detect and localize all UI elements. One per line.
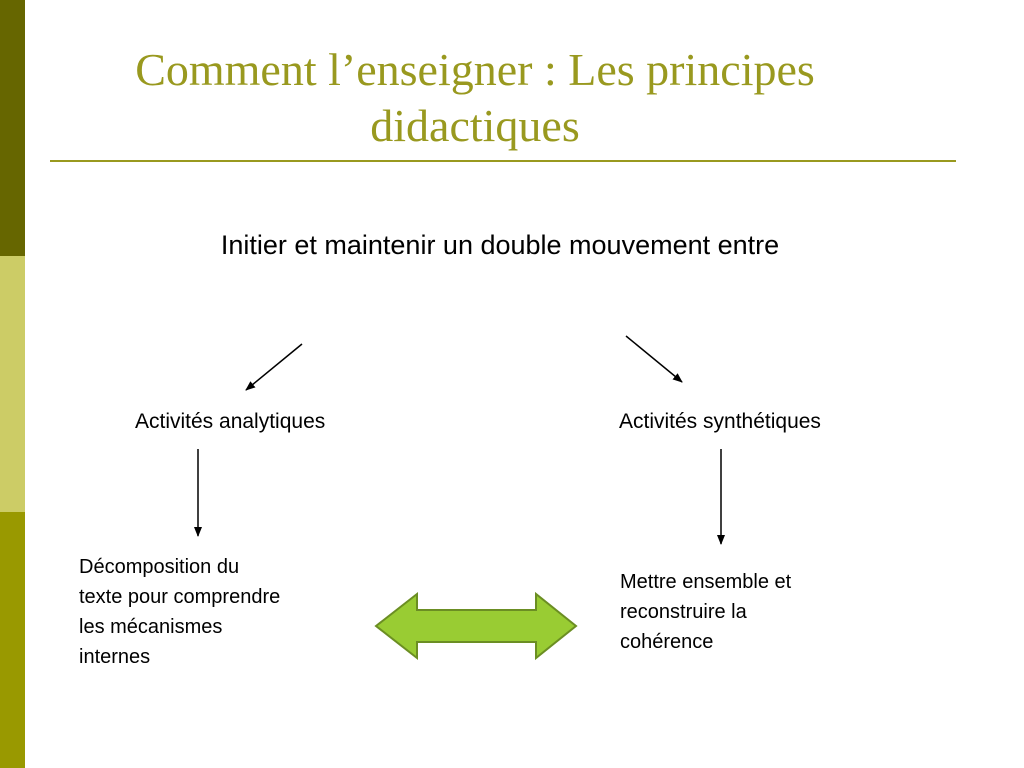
analytic-description xyxy=(79,552,280,672)
synthetic-description-line: Mettre ensemble et xyxy=(620,571,792,593)
synthetic-description xyxy=(620,567,791,657)
analytic-description-line: Décomposition du xyxy=(79,556,240,578)
analytic-activities-label: Activités analytiques xyxy=(135,410,326,433)
synthetic-description-line: reconstruire la xyxy=(620,601,747,623)
double-arrow xyxy=(376,594,576,658)
synthetic-activities-label: Activités synthétiques xyxy=(619,410,821,433)
analytic-description-line: internes xyxy=(79,646,151,668)
synthetic-description-line: cohérence xyxy=(620,631,714,653)
analytic-description-line: texte pour comprendre xyxy=(79,586,281,608)
slide-subtitle: Initier et maintenir un double mouvement entre xyxy=(220,230,780,260)
arrow-to-synthetic xyxy=(626,336,682,382)
arrow-to-analytic xyxy=(246,344,302,390)
slide-title: Comment l’enseigner : Les principes didactiques xyxy=(135,44,815,151)
analytic-description-line: les mécanismes xyxy=(79,616,223,638)
